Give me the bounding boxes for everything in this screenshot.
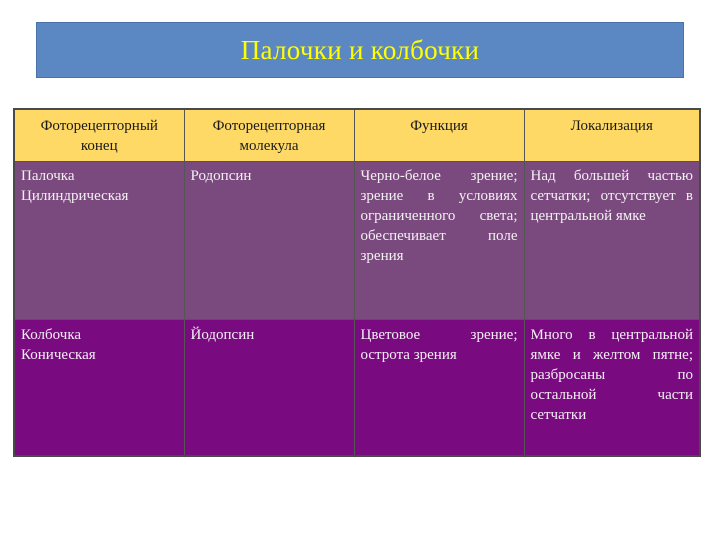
receptor-name: Палочка <box>21 168 75 184</box>
header-cell-end: Фоторецепторный конец <box>14 109 184 162</box>
cell-molecule: Родопсин <box>184 162 354 320</box>
header-cell-function: Функция <box>354 109 524 162</box>
cell-function: Черно-белое зрение; зрение в условиях ограниченного света; обеспечивает поле зрения <box>354 162 524 320</box>
table-row <box>14 320 700 457</box>
photoreceptor-table <box>13 108 701 457</box>
table-header-row <box>14 109 700 162</box>
receptor-shape: Цилиндрическая <box>21 188 129 204</box>
cell-location: Над большей частью сетчатки; отсутствует в центральной ямке <box>524 162 700 320</box>
cell-function: Цветовое зрение; острота зрения <box>354 320 524 457</box>
header-cell-location: Локализация <box>524 109 700 162</box>
receptor-shape: Коническая <box>21 347 96 363</box>
cell-molecule: Йодопсин <box>184 320 354 457</box>
slide-title: Палочки и колбочки <box>240 34 480 65</box>
table-row <box>14 162 700 320</box>
cell-end <box>14 162 184 320</box>
cell-location: Много в центральной ямке и желтом пятне; разбросаны по остальной части сетчатки <box>524 320 700 457</box>
header-cell-molecule: Фоторецепторная молекула <box>184 109 354 162</box>
title-banner <box>36 22 684 78</box>
cell-end <box>14 320 184 457</box>
receptor-name: Колбочка <box>21 327 82 343</box>
